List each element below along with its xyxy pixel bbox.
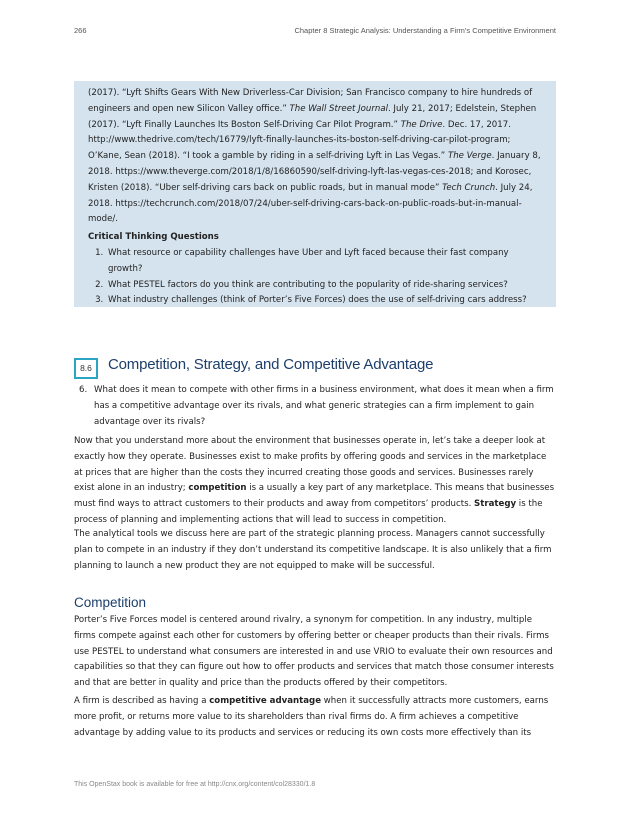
objective-text: What does it mean to compete with other firms in a business environment, what does it mean when a firm has a competitive advantage over its rivals, and what generic strategies can a firm implement to gain advantage over its rivals?	[94, 385, 554, 427]
case-study-content	[88, 86, 544, 309]
paragraph-intro: Now that you understand more about the environment that businesses operate in, let’s take a deeper look at exactly how they operate. Businesses exist to make profits by offering goods and services in the marketplace at prices that are higher than the costs they incurred creating those goods and services. Businesses rarely exist alone in an industry; competition is a usually a key part of any marketplace. This means that businesses must find ways to attract customers to their products and away from competitors’ products. Strategy is the process of planning and implementing actions that will lead to success in competition.	[74, 436, 555, 525]
objective-number: 6.	[79, 385, 88, 395]
term-strategy: Strategy	[474, 499, 517, 510]
references-text: (2017). “Lyft Shifts Gears With New Driverless-Car Division; San Francisco company to hire hundreds of engineers and open new Silicon Valley office.” The Wall Street Journal. July 21, 2017; Edelstein, Stephen (2017). “Lyft Finally Launches Its Boston Self-Driving Car Pilot Program.” The Drive. Dec. 17, 2017. http://www.thedrive.com/tech/16779/lyft-finally-launches-its-boston-self-driving-car-pilot-program; O’Kane, Sean (2018). “I took a gamble by riding in a self-driving Lyft in Las Vegas.” The Verge. January 8, 2018. https://www.theverge.com/2018/1/8/16860590/self-driving-lyft-las-vegas-ces-2018; and Korosec, Kristen (2018). “Uber self-driving cars back on public roads, but in manual mode” Tech Crunch. July 24, 2018. https://techcrunch.com/2018/07/24/uber-self-driving-cars-back-on-public-roads-but-in-manual-mode/.	[88, 88, 541, 225]
subheading-competition: Competition	[74, 595, 147, 610]
question-item: 1. What resource or capability challenges have Uber and Lyft faced because their fast company growth?	[106, 246, 544, 278]
learning-objective	[74, 383, 556, 430]
page-number: 266	[74, 26, 87, 35]
term-competition: competition	[188, 483, 247, 494]
question-item: 3. What industry challenges (think of Porter’s Five Forces) does the use of self-driving cars address?	[106, 293, 544, 309]
page-footer: This OpenStax book is available for free at http://cnx.org/content/col28330/1.8	[74, 781, 316, 788]
paragraph-porter: Porter’s Five Forces model is centered around rivalry, a synonym for competition. In any industry, multiple firms compete against each other for customers by offering better or cheaper products than their rivals. Firms use PESTEL to understand what consumers are interested in and use VRIO to evaluate their own resources and capabilities so that they can figure out how to offer products and services that match those consumer interests and that are better in quality and price than the products offered by their competitors.	[74, 615, 554, 689]
page-header	[74, 26, 556, 38]
section-title: Competition, Strategy, and Competitive Advantage	[108, 356, 434, 373]
section-number-badge: 8.6	[74, 358, 98, 379]
term-competitive-advantage: competitive advantage	[209, 696, 322, 706]
paragraph-competitive-advantage: A firm is described as having a competitive advantage when it successfully attracts more customers, earns more profit, or returns more value to its shareholders than rival firms do. A firm achieves a competitive advantage by adding value to its products and services or reducing its own costs more effectively than its	[74, 696, 549, 738]
case-study-box	[74, 81, 556, 307]
running-chapter-title: Chapter 8 Strategic Analysis: Understanding a Firm's Competitive Environment	[294, 26, 556, 35]
question-item: 2. What PESTEL factors do you think are contributing to the popularity of ride-sharing services?	[106, 278, 544, 294]
critical-thinking-questions	[88, 246, 544, 309]
critical-thinking-heading: Critical Thinking Questions	[88, 232, 219, 243]
paragraph-analytical-tools: The analytical tools we discuss here are part of the strategic planning process. Managers cannot successfully plan to compete in an industry if they don’t understand its competitive landscape. It is also unlikely that a firm planning to launch a new product they are not equipped to make will be successful.	[74, 529, 552, 571]
